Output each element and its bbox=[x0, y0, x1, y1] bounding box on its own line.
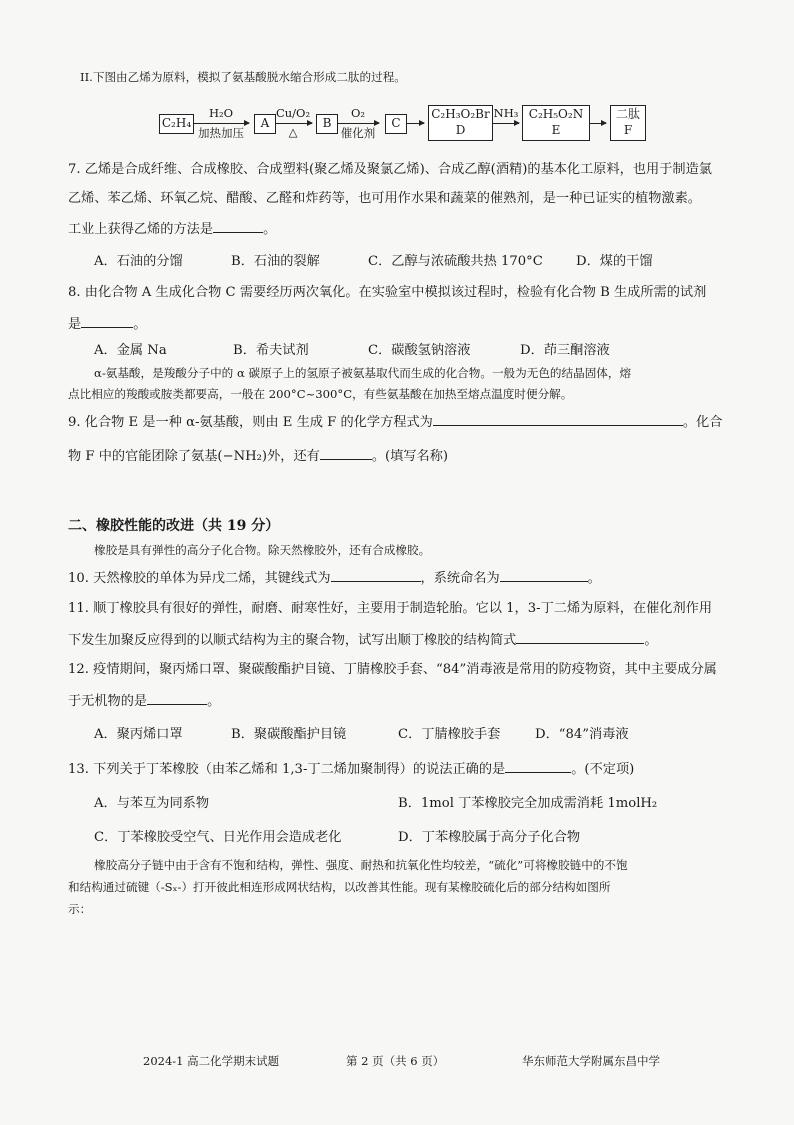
footer-left: 2024-1 高二化学期末试题 bbox=[143, 1054, 280, 1068]
flow-cond-1-bottom: 加热加压 bbox=[198, 126, 244, 140]
q8-stem: 是 bbox=[68, 317, 82, 332]
q10-line bbox=[68, 568, 601, 588]
q12-line2 bbox=[68, 691, 220, 711]
flow-box-a: A bbox=[254, 114, 276, 134]
q7-option-a[interactable]: A．石油的分馏 bbox=[94, 254, 183, 269]
section2-intro: 橡胶是具有弹性的高分子化合物。除天然橡胶外，还有合成橡胶。 bbox=[94, 543, 431, 557]
flow-cond-3-bottom: 催化剂 bbox=[340, 126, 376, 140]
q8-option-a[interactable]: A．金属 Na bbox=[94, 343, 167, 358]
flow-f-label: F bbox=[623, 123, 633, 137]
q13-option-a[interactable]: A．与苯互为同系物 bbox=[94, 796, 210, 811]
q8-option-d[interactable]: D．茚三酮溶液 bbox=[520, 343, 610, 358]
q9-line1-end: 。化合 bbox=[682, 415, 723, 430]
q12-option-b[interactable]: B．聚碳酸酯护目镜 bbox=[231, 727, 347, 742]
q12-end: 。 bbox=[207, 694, 221, 709]
flow-box-e bbox=[522, 105, 590, 141]
flow-cond-5-top: NH₃ bbox=[493, 106, 519, 120]
q10-end: 。 bbox=[587, 571, 601, 586]
q8-option-c[interactable]: C．碳酸氢钠溶液 bbox=[368, 343, 471, 358]
q8-line1: 8. 由化合物 A 生成化合物 C 需要经历两次氧化。在实验室中模拟该过程时，检验有化合物 B 生成所需的试剂 bbox=[68, 285, 707, 300]
flow-cond-2-bottom: △ bbox=[288, 125, 298, 139]
flow-cond-2-top: Cu/O₂ bbox=[275, 106, 311, 120]
rubber-note-line2: 和结构通过硫键（-Sₓ-）打开彼此相连形成网状结构，以改善其性能。现有某橡胶硫化后的部分结构如图所 bbox=[68, 880, 611, 894]
q12-stem: 于无机物的是 bbox=[68, 694, 148, 709]
q9-stem: 9. 化合物 E 是一种 α-氨基酸，则由 E 生成 F 的化学方程式为 bbox=[68, 415, 433, 430]
q12-option-c[interactable]: C．丁腈橡胶手套 bbox=[398, 727, 501, 742]
flow-arrow-3 bbox=[337, 123, 379, 124]
q12-line1: 12. 疫情期间，聚丙烯口罩、聚碳酸酯护目镜、丁腈橡胶手套、“84”消毒液是常用的防疫物资，其中主要成分属 bbox=[68, 662, 717, 677]
q13-option-d[interactable]: D．丁苯橡胶属于高分子化合物 bbox=[398, 830, 581, 845]
q13-answer-blank[interactable] bbox=[505, 759, 571, 773]
flow-f-text: 二肽 bbox=[615, 107, 640, 121]
q9-line2 bbox=[68, 446, 448, 466]
q7-option-d[interactable]: D．煤的干馏 bbox=[576, 254, 653, 269]
flow-box-d bbox=[428, 105, 493, 141]
flow-arrow-5 bbox=[492, 123, 519, 124]
q13-option-c[interactable]: C．丁苯橡胶受空气、日光作用会造成老化 bbox=[94, 830, 342, 845]
flow-d-label: D bbox=[455, 123, 466, 137]
q11-stem: 下发生加聚反应得到的以顺式结构为主的聚合物，试写出顺丁橡胶的结构简式 bbox=[68, 633, 517, 648]
flow-cond-1-top: H₂O bbox=[208, 106, 234, 120]
q13-stem: 13. 下列关于丁苯橡胶（由苯乙烯和 1,3-丁二烯加聚制得）的说法正确的是 bbox=[68, 762, 506, 777]
q10-stem-a: 10. 天然橡胶的单体为异戊二烯，其键线式为 bbox=[68, 571, 331, 586]
q9-line2-b: 。(填写名称) bbox=[371, 449, 449, 464]
q7-option-b[interactable]: B．石油的裂解 bbox=[231, 254, 320, 269]
q11-line2 bbox=[68, 630, 658, 650]
amino-note-line1: α-氨基酸，是羧酸分子中的 α 碳原子上的氢原子被氨基取代而生成的化合物。一般为无色的结晶固体，熔 bbox=[94, 366, 632, 380]
flow-e-formula: C₂H₅O₂N bbox=[528, 107, 584, 121]
q13-option-b[interactable]: B．1mol 丁苯橡胶完全加成需消耗 1molH₂ bbox=[398, 796, 658, 811]
q7-option-c[interactable]: C．乙醇与浓硫酸共热 170°C bbox=[368, 254, 543, 269]
flow-cond-3-top: O₂ bbox=[350, 106, 366, 120]
q9-group-blank[interactable] bbox=[320, 446, 372, 460]
rubber-note-line1: 橡胶高分子链中由于含有不饱和结构，弹性、强度、耐热和抗氧化性均较差，“硫化”可将橡胶链中的不饱 bbox=[94, 858, 628, 872]
q10-skeletal-blank[interactable] bbox=[331, 568, 421, 582]
q8-end: 。 bbox=[133, 317, 147, 332]
amino-note-line2: 点比相应的羧酸或胺类都要高，一般在 200°C~300°C，有些氨基酸在加热至熔点温度时便分解。 bbox=[68, 387, 573, 401]
flow-box-b: B bbox=[316, 114, 338, 134]
rubber-note-line3: 示： bbox=[68, 902, 92, 916]
q10-stem-b: ，系统命名为 bbox=[420, 571, 500, 586]
q13-line1 bbox=[68, 759, 634, 779]
flow-arrow-4 bbox=[406, 123, 424, 124]
q13-end: 。(不定项) bbox=[571, 762, 635, 777]
intro-II: II.下图由乙烯为原料，模拟了氨基酸脱水缩合形成二肽的过程。 bbox=[80, 70, 406, 84]
q7-stem: 工业上获得乙烯的方法是 bbox=[68, 222, 214, 237]
q7-line2: 乙烯、苯乙烯、环氧乙烷、醋酸、乙醛和炸药等，也可用作水果和蔬菜的催熟剂，是一种已证实的植物激素。 bbox=[68, 191, 701, 206]
q11-line1: 11. 顺丁橡胶具有很好的弹性，耐磨、耐寒性好，主要用于制造轮胎。它以 1，3-丁二烯为原料，在催化剂作用 bbox=[68, 601, 713, 616]
q8-option-b[interactable]: B．希夫试剂 bbox=[233, 343, 309, 358]
flow-arrow-2 bbox=[275, 123, 312, 124]
footer-page-number: 第 2 页（共 6 页） bbox=[346, 1054, 445, 1068]
q9-line1 bbox=[68, 412, 722, 432]
flow-box-c: C bbox=[385, 114, 407, 134]
q12-answer-blank[interactable] bbox=[147, 691, 207, 705]
flow-e-label: E bbox=[551, 123, 561, 137]
q9-line2-a: 物 F 中的官能团除了氨基(−NH₂)外，还有 bbox=[68, 449, 320, 464]
q7-end: 。 bbox=[263, 222, 277, 237]
section2-title: 二、橡胶性能的改进（共 19 分） bbox=[68, 518, 280, 534]
q7-line1: 7. 乙烯是合成纤维、合成橡胶、合成塑料(聚乙烯及聚氯乙烯)、合成乙醇(酒精)的基本化工原料，也用于制造氯 bbox=[68, 162, 712, 177]
q10-name-blank[interactable] bbox=[500, 568, 588, 582]
q7-answer-blank[interactable] bbox=[213, 219, 263, 233]
q12-option-d[interactable]: D．“84”消毒液 bbox=[535, 727, 629, 742]
footer-right: 华东师范大学附属东昌中学 bbox=[522, 1054, 660, 1068]
q8-answer-blank[interactable] bbox=[81, 314, 133, 328]
q9-equation-blank[interactable] bbox=[433, 412, 683, 426]
q11-end: 。 bbox=[644, 633, 658, 648]
flow-d-formula: C₂H₃O₂Br bbox=[431, 107, 490, 121]
flow-arrow-1 bbox=[193, 123, 249, 124]
q11-structure-blank[interactable] bbox=[516, 630, 644, 644]
q12-option-a[interactable]: A．聚丙烯口罩 bbox=[94, 727, 183, 742]
flow-box-f bbox=[610, 105, 646, 141]
flow-box-c2h4: C₂H₄ bbox=[159, 114, 194, 134]
flow-arrow-6 bbox=[589, 123, 606, 124]
q8-line2 bbox=[68, 314, 146, 334]
q7-line3 bbox=[68, 219, 276, 239]
